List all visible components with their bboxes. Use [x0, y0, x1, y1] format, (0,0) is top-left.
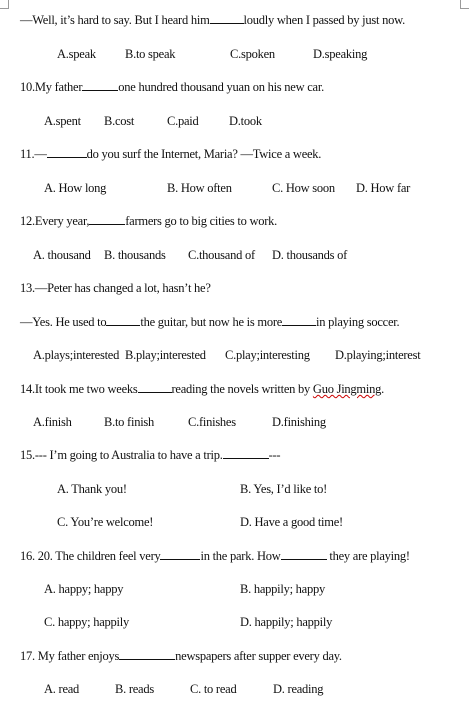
option-c: C. You’re welcome! — [57, 515, 154, 529]
option-a: A. happy; happy — [44, 582, 124, 596]
question-13-line: 13.—Peter has changed a lot, hasn’t he? — [20, 281, 211, 295]
option-a: A. thousand — [33, 248, 91, 262]
option-c: C.thousand of — [188, 248, 255, 262]
option-d: D. How far — [356, 181, 411, 195]
option-b: B. thousands — [104, 248, 166, 262]
option-a: A. Thank you! — [57, 482, 127, 496]
answer-blank — [210, 12, 244, 24]
page-corner-mark-top-left — [0, 0, 9, 9]
option-a: A. read — [44, 682, 80, 696]
option-b: B. reads — [115, 682, 154, 696]
option-a: A. How long — [44, 181, 107, 195]
option-c: C.paid — [167, 114, 199, 128]
option-b: B. How often — [167, 181, 232, 195]
question-10-stem: 10.My father one hundred thousand yuan on his new car. — [20, 80, 324, 94]
option-c: C.finishes — [188, 415, 236, 429]
answer-blank — [106, 314, 140, 326]
option-d: D. reading — [273, 682, 324, 696]
answer-blank — [223, 447, 269, 459]
option-b: B. Yes, I’d like to! — [240, 482, 328, 496]
question-stem: —Well, it’s hard to say. But I heard him loudly when I passed by just now. — [20, 13, 405, 27]
answer-blank — [138, 381, 172, 393]
option-a: A.plays;interested — [33, 348, 120, 362]
option-a: A.speak — [57, 47, 96, 61]
answer-blank — [119, 648, 175, 660]
spellcheck-flagged-name: Guo Jingming — [312, 382, 382, 396]
option-c: C.play;interesting — [225, 348, 310, 362]
question-16-stem: 16. 20. The children feel very in the park. How they are playing! — [20, 549, 410, 563]
option-c: C. How soon — [272, 181, 335, 195]
option-d: D. thousands of — [272, 248, 348, 262]
option-a: A.spent — [44, 114, 81, 128]
option-d: D.finishing — [272, 415, 326, 429]
question-12-stem: 12.Every year, farmers go to big cities to work. — [20, 214, 278, 228]
answer-blank — [89, 213, 125, 225]
question-15-stem: 15.--- I’m going to Australia to have a trip. --- — [20, 448, 281, 462]
option-d: D.took — [229, 114, 262, 128]
answer-blank — [82, 79, 118, 91]
option-d: D.speaking — [313, 47, 368, 61]
option-b: B.to speak — [125, 47, 176, 61]
option-d: D. Have a good time! — [240, 515, 343, 529]
page-corner-mark-top-right — [460, 0, 469, 9]
option-d: D. happily; happily — [240, 615, 333, 629]
question-17-stem: 17. My father enjoys newspapers after supper every day. — [20, 649, 342, 663]
answer-blank — [281, 548, 327, 560]
answer-blank — [160, 548, 200, 560]
option-b: B.to finish — [104, 415, 155, 429]
option-b: B. happily; happy — [240, 582, 325, 596]
answer-blank — [47, 146, 87, 158]
answer-blank — [282, 314, 316, 326]
question-14-stem: 14.It took me two weeks reading the novels written by Guo Jingming. — [20, 382, 384, 396]
option-a: A.finish — [33, 415, 72, 429]
question-11-stem: 11.— do you surf the Internet, Maria? —Twice a week. — [20, 147, 322, 161]
option-b: B.cost — [104, 114, 135, 128]
option-c: C. to read — [190, 682, 237, 696]
option-d: D.playing;interest — [335, 348, 421, 362]
option-b: B.play;interested — [125, 348, 206, 362]
question-13-stem: —Yes. He used to the guitar, but now he is more in playing soccer. — [20, 315, 400, 329]
option-c: C.spoken — [230, 47, 275, 61]
option-c: C. happy; happily — [44, 615, 129, 629]
